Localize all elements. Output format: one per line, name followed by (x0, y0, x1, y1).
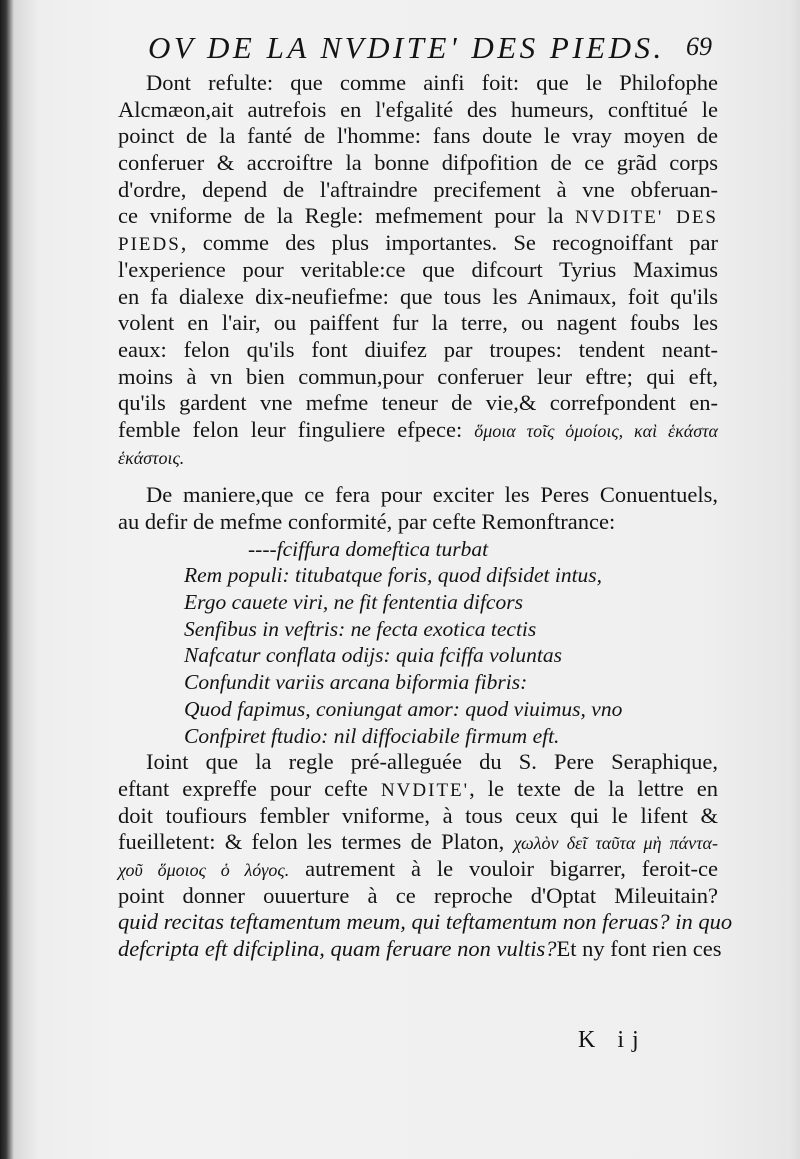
text-segment: , comme des plus importantes. Se recognoiffant par (180, 230, 718, 256)
text-line (118, 70, 718, 97)
text-line (118, 310, 718, 337)
text-segment: fueilletent: & felon les termes de Platon, (118, 829, 514, 855)
text-line (118, 749, 718, 776)
text-line (118, 829, 718, 856)
text-line (118, 150, 718, 177)
text-segment: , le texte de la lettre en (469, 775, 718, 801)
text-segment: doit toufiours fembler vniforme, à tous ceux qui le lifent & (118, 802, 718, 828)
text-segment: conferuer & accroiftre la bonne difpofition de ce grãd corps (118, 150, 718, 176)
text-line (118, 177, 718, 204)
verse-line: Senfibus in veftris: ne fecta exotica tectis (184, 616, 537, 641)
text-line (118, 97, 718, 124)
text-line (118, 337, 718, 364)
text-line (118, 909, 733, 936)
text-segment: l'experience pour veritable:ce que difcourt Tyrius Maximus (118, 256, 718, 282)
text-segment: eftant expreffe pour cefte (118, 775, 381, 801)
paragraph-gap (118, 470, 718, 482)
text-line (118, 390, 718, 417)
text-segment: femble felon leur finguliere efpece: (118, 416, 475, 442)
greek-quote: χωλὸν δεῖ ταῦτα μὴ πάντα- (513, 833, 718, 854)
text-line (118, 417, 718, 444)
text-segment: volent en l'air, ou paiffent fur la terre, ou nagent foubs les (118, 310, 718, 336)
verse-line: Quod fapimus, coniungat amor: quod viuimus, vno (184, 696, 623, 721)
small-caps-text: PIEDS (118, 234, 181, 256)
text-segment: De maniere,que ce fera pour exciter les Peres Conuentuels, (146, 482, 718, 508)
greek-quote: χοῦ ὅμοιος ὁ λόγος. (118, 859, 290, 880)
paragraph-dont-refulte (118, 70, 718, 470)
text-body (118, 70, 733, 963)
text-line (118, 257, 718, 284)
paragraph-de-maniere (118, 482, 718, 535)
greek-quote: ὅμοια τοῖς ὁμοίοις, καὶ ἑκάστα (474, 420, 718, 441)
signature-mark: K ij (578, 1027, 647, 1053)
text-segment: Alcmæon,ait autrefois en l'efgalité des humeurs, conftitué le (118, 96, 718, 122)
text-segment: ce vniforme de la Regle: mefmement pour la (118, 203, 576, 229)
latin-quote: quid recitas teftamentum meum, qui teftamentum non feruas? in quo (118, 909, 733, 935)
text-line (118, 230, 718, 257)
running-title: OV DE LA NVDITE' DES PIEDS. (148, 30, 665, 65)
running-head (148, 30, 718, 70)
small-caps-text: NVDITE' DES (575, 207, 718, 229)
verse-line: Ergo cauete viri, ne fit fententia difcors (184, 590, 523, 615)
text-segment: Dont refulte: que comme ainfi foit: que le Philofophe (146, 70, 718, 95)
text-segment: eaux: felon qu'ils font diuifez par troupes: tendent neant- (118, 336, 718, 362)
text-segment: poinct de la fanté de l'homme: fans doute le vray moyen de (118, 123, 718, 149)
text-line (118, 509, 718, 536)
text-segment: qu'ils gardent vne mefme teneur de vie,& correfpondent en- (118, 390, 718, 416)
text-line (118, 856, 718, 883)
verse-line: Rem populi: titubatque foris, quod difsidet intus, (184, 563, 603, 588)
text-line (118, 123, 718, 150)
text-line (118, 284, 718, 311)
latin-verse (118, 536, 718, 750)
text-segment: moins à vn bien commun,pour conferuer leur eftre; qui eft, (118, 363, 718, 389)
text-line (118, 444, 718, 471)
text-segment: Et ny font rien ces (556, 936, 722, 961)
text-line (118, 936, 722, 963)
text-segment: d'ordre, depend de l'aftraindre precifement à vne obferuan- (118, 176, 718, 202)
text-line (118, 203, 718, 230)
latin-quote: defcripta eft difciplina, quam feruare non vultis? (118, 936, 557, 961)
text-line (118, 803, 718, 830)
paragraph-ioint-que (118, 749, 733, 963)
verse-line: Confpiret ftudio: nil diffociabile firmum eft. (184, 723, 560, 748)
text-segment: autrement à le vouloir bigarrer, feroit-ce (289, 855, 719, 881)
text-line (118, 883, 718, 910)
text-line (118, 364, 718, 391)
text-segment: au defir de mefme conformité, par cefte Remonftrance: (118, 509, 616, 534)
greek-quote: ἑκάστοις. (118, 447, 185, 468)
text-line (118, 482, 718, 509)
text-segment: point donner ouuerture à ce reproche d'Optat Mileuitain? (118, 882, 718, 908)
verse-line: ----fciffura domeftica turbat (248, 536, 489, 561)
page-number: 69 (686, 32, 712, 61)
verse-line: Confundit variis arcana biformia fibris: (184, 670, 528, 695)
small-caps-text: NVDITE' (380, 779, 470, 801)
verse-line: Nafcatur conflata odijs: quia fciffa voluntas (184, 643, 563, 668)
text-segment: Ioint que la regle pré-alleguée du S. Pere Seraphique, (146, 749, 718, 775)
text-segment: en fa dialexe dix-neufiefme: que tous les Animaux, foit qu'ils (118, 283, 718, 309)
text-line (118, 776, 718, 803)
